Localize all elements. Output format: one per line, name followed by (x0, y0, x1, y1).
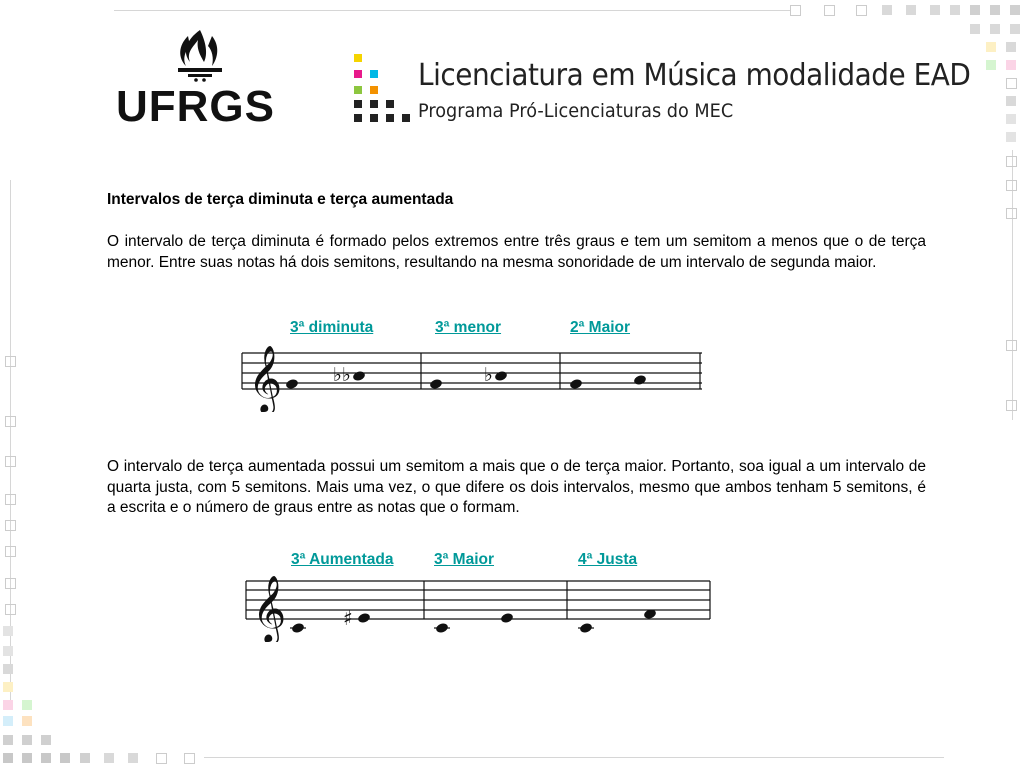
section-heading: Intervalos de terça diminuta e terça aumentada (107, 191, 454, 208)
music-note (285, 378, 299, 390)
music-staff-example1 (238, 336, 708, 412)
music-note (291, 622, 305, 634)
paragraph-augmented-third: O intervalo de terça aumentada possui um semitom a mais que o de terça maior. Portanto, soa igual a um intervalo de quarta justa, com 5 semitons. Mais uma vez, o que difere os dois intervalos, mesmo que ambos tenham 5 semitons, é a escrita e o número de graus entre as notas que o formam. (107, 458, 926, 516)
interval-label-perfect-fourth: 4ª Justa (578, 551, 638, 568)
music-note (494, 370, 508, 382)
music-staff-example2 (242, 566, 716, 642)
music-note (357, 612, 371, 624)
interval-label-augmented-third: 3ª Aumentada (291, 551, 394, 568)
music-note (435, 622, 449, 634)
top-rule (114, 10, 790, 11)
torch-flame-icon (116, 28, 288, 82)
ufrgs-logo (116, 28, 288, 131)
bottom-rule (204, 757, 944, 758)
interval-label-diminished-third: 3ª diminuta (290, 319, 374, 336)
paragraph-diminished-third: O intervalo de terça diminuta é formado pelos extremos entre três graus e tem um semitom a menos que o de terça menor. Entre suas notas há dois semitons, resultando na mesma sonoridade de um intervalo de segunda maior. (107, 233, 926, 271)
flat-accidental: ♭ (484, 364, 493, 386)
sharp-accidental: ♯ (343, 606, 353, 630)
music-note (569, 378, 583, 390)
music-note (633, 374, 647, 386)
ufrgs-logo-text: UFRGS (116, 82, 275, 131)
treble-clef-icon: 𝄞 (252, 574, 287, 642)
music-note (352, 370, 366, 382)
interval-label-major-second: 2ª Maior (570, 319, 631, 336)
double-flat-accidental: ♭♭ (333, 364, 351, 386)
music-note (500, 612, 514, 624)
interval-label-major-third: 3ª Maior (434, 551, 495, 568)
program-title: Licenciatura em Música modalidade EAD (418, 58, 971, 93)
music-note (579, 622, 593, 634)
interval-label-minor-third: 3ª menor (435, 319, 502, 336)
program-subtitle: Programa Pró-Licenciaturas do MEC (418, 100, 734, 122)
treble-clef-icon: 𝄞 (248, 344, 283, 412)
licenciatura-logo-icon (352, 54, 412, 126)
music-note (429, 378, 443, 390)
